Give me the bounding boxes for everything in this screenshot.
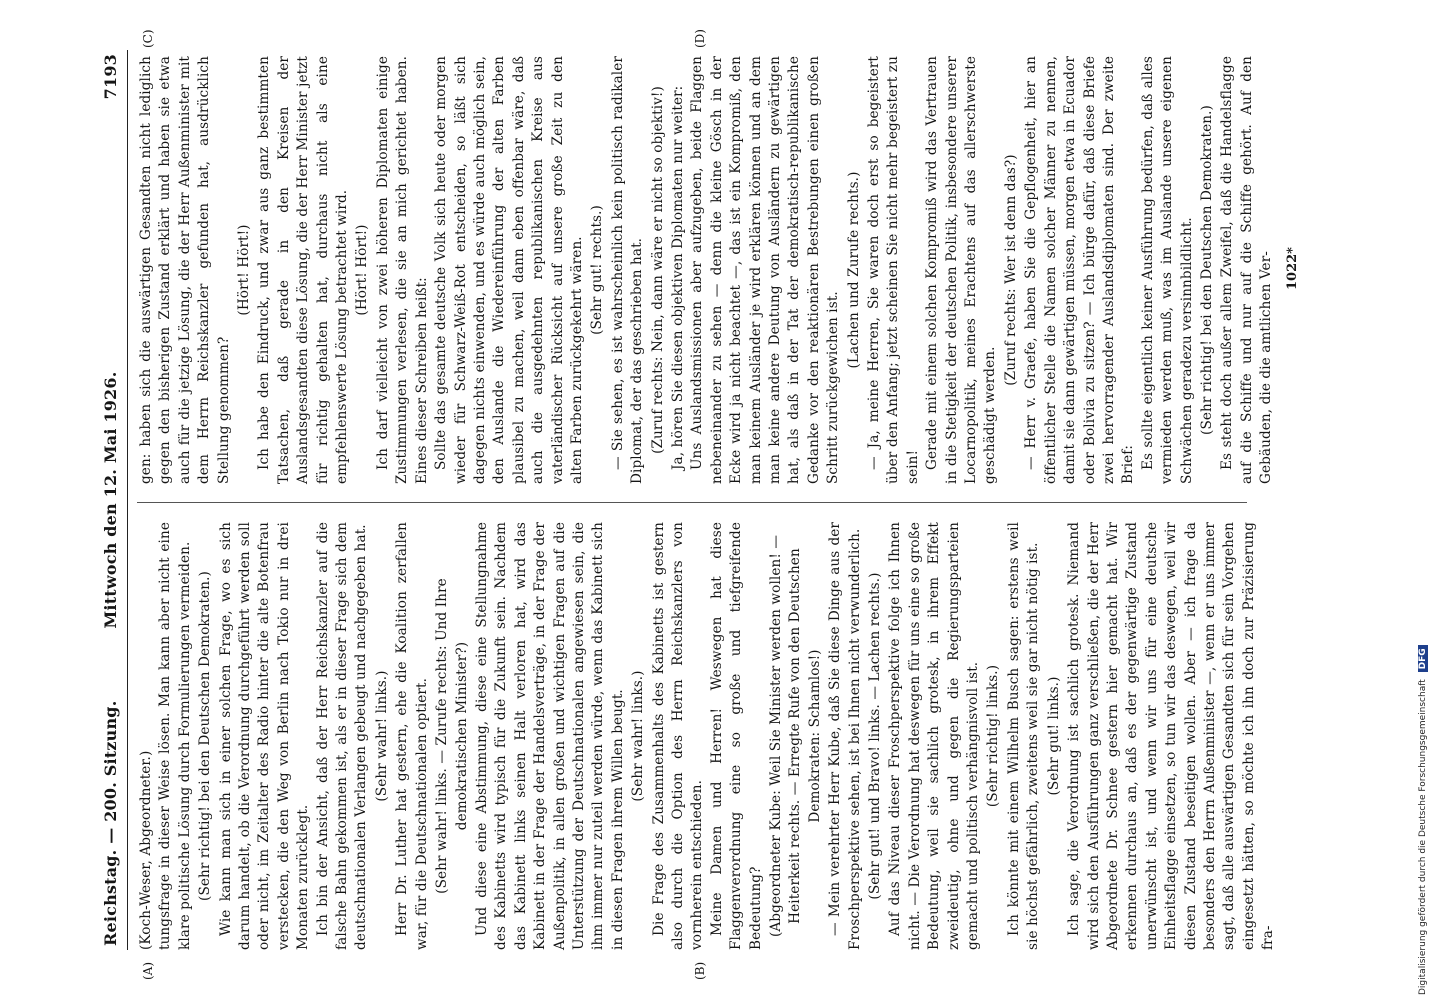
paragraph: Es sollte eigentlich keiner Ausführung bedürfen, daß alles vermieden werden muß, was im Auslande unsere eigenen Schwächen geradezu versinnbildlicht. bbox=[1139, 56, 1195, 484]
paragraph: — Herr v. Graefe, haben Sie die Gepflogenheit, hier an öffentlicher Stelle die Namen solcher Männer zu nennen, damit sie dann gewärtigen müssen, morgen etwa in Ecuador oder Bolivia zu sitzen? — Ich bürge dafür, daß diese Briefe zwei hervorragender Auslandsdiplomaten sind. Der zweite Brief: bbox=[1023, 56, 1137, 484]
dfg-credit-text: Digitalisierung gefördert durch die Deutsche Forschungsgemeinschaft bbox=[1418, 679, 1428, 995]
interjection: (Abgeordneter Kube: Weil Sie Minister werden wollen! — Heiterkeit rechts. — Erregte Rufe von den Deutschen Demokraten: Schamlos!) bbox=[768, 534, 823, 938]
paragraph: Uns Auslandsmissionen aber aufzugeben, beide Flaggen nebeneinander zu sehen — denn die kleine Gösch in der Ecke wird ja nicht beachtet —, das ist ein Kompromiß, den man keinem Ausländer je wird erklären können und an dem man keine andere Deutung von Ausländern zu gewärtigen hat, als daß in der Tat der demokratisch-republikanische Gedanke vor den reaktionären Bestrebungen einen großen Schritt zurückgewichen ist. bbox=[689, 56, 842, 484]
page-header bbox=[93, 50, 129, 950]
interjection: (Sehr richtig! links.) bbox=[985, 664, 1002, 808]
interjection: (Lachen und Zurufe rechts.) bbox=[845, 171, 862, 369]
paragraph: Wie kann man sich in einer solchen Frage, wo es sich darum handelt, ob die Verordnung durchgeführt werden soll oder nicht, im Zeitalter des Radio hinter die alte Botenfrau verstecken, die den Weg von Berlin nach Tokio nur in drei Monaten zurücklegt. bbox=[217, 522, 312, 950]
dfg-logo: DFG bbox=[1418, 645, 1428, 672]
interjection: (Zuruf rechts: Wer ist denn das?) bbox=[1002, 154, 1019, 386]
page-number: 7193 bbox=[101, 54, 120, 100]
newspaper-page bbox=[93, 29, 1313, 980]
paragraph: Ich sage, die Verordnung ist sachlich grotesk. Niemand wird sich den Ausführungen ganz verschließen, die der Herr Abgeordnete Dr. Schnee gestern hier gemacht hat. Wir erkennen durchaus an, daß es der gegenwärtige Zustand unerwünscht ist, und wenn wir uns für eine deutsche Einheitsflagge einsetzen, so tun wir das deswegen, weil wir diesen Zustand beseitigen wollen. Aber — ich frage da besonders den Herrn Außenminister —, wenn er uns immer sagt, daß alle auswärtigen Gesandten sich für sein Vorgehen eingesetzt hätten, so möchte ich ihn doch zur Präzisierung fra- bbox=[1066, 522, 1277, 950]
paragraph: — Mein verehrter Herr Kube, daß Sie diese Dinge aus der Froschperspektive sehen, ist bei Ihnen nicht verwunderlich. bbox=[827, 522, 863, 950]
column-divider bbox=[137, 502, 1247, 503]
paragraph: Sollte das gesamte deutsche Volk sich heute oder morgen wieder für Schwarz-Weiß-Rot entscheiden, so läßt sich dagegen nichts einwenden, und es würde auch möglich sein, den Auslande die Wiedereinführung der alten Farben plausibel zu machen, weil dann eben offenbar wäre, daß auch die ausgedehnten republikanischen Kreise aus vaterländischer Rücksicht auf unsere große Zeit zu den alten Farben zurückgekehrt wären. bbox=[433, 56, 585, 484]
margin-marker-d: (D) bbox=[693, 29, 707, 48]
interjection: (Hört! Hört!) bbox=[236, 224, 253, 316]
header-center: Mittwoch den 12. Mai 1926. bbox=[101, 371, 120, 629]
paragraph: — Sie sehen, es ist wahrscheinlich kein politisch radikaler Diplomat, der das geschrieben hat. bbox=[609, 56, 646, 484]
interjection: (Sehr richtig! bei den Deutschen Demokraten.) bbox=[197, 571, 214, 901]
paragraph: Ich bin der Ansicht, daß der Herr Reichskanzler auf die falsche Bahn gekommen ist, als er in dieser Frage sich dem deutschnationalen Verlangen gebeugt und nachgegeben hat. bbox=[314, 522, 370, 950]
paragraph: tungsfrage in dieser Weise lösen. Man kann aber nicht eine klare politische Lösung durch Formulierungen vermeiden. bbox=[157, 522, 193, 950]
dfg-credit bbox=[1418, 645, 1428, 995]
paragraph: Auf das Niveau dieser Froschperspektive folge ich Ihnen nicht. — Die Verordnung hat deswegen für uns eine so große Bedeutung, weil sie sachlich grotesk, in ihrem Effekt zweideutig, ohne und gegen die Regierungsparteien gemacht und politisch verhängnisvoll ist. bbox=[887, 522, 982, 950]
paragraph: Die Frage des Zusammenhalts des Kabinetts ist gestern also durch die Option des Herrn Reichskanzlers von vornherein entschieden. bbox=[650, 522, 706, 950]
paragraph: Herr Dr. Luther hat gestern, ehe die Koalition zerfallen war, für die Deutschnationalen optiert. bbox=[394, 522, 430, 950]
interjection: (Sehr gut! rechts.) bbox=[589, 205, 606, 335]
margin-marker-c: (C) bbox=[141, 29, 155, 48]
paragraph: Es steht doch außer allem Zweifel, daß die Handelsflagge auf die Schiffe und nur auf die Schiffe gehört. Auf den Gebäuden, die die amtlichen Ver- bbox=[1219, 56, 1275, 484]
paragraph: Ich habe den Eindruck, und zwar aus ganz bestimmten Tatsachen, daß gerade in den Kreisen der Auslandsgesandten diese Lösung, die der Herr Minister jetzt für richtig gehalten hat, durchaus nicht als eine empfehlenswerte Lösung betrachtet wird. bbox=[256, 56, 351, 484]
paragraph: — Ja, meine Herren, Sie waren doch erst so begeistert über den Anfang; jetzt scheinen Sie nicht mehr begeistert zu sein! bbox=[866, 56, 921, 484]
paragraph: Meine Damen und Herren! Weswegen hat diese Flaggenverordnung eine so große und tiefgreifende Bedeutung? bbox=[708, 522, 764, 950]
paragraph: Ja, hören Sie diesen objektiven Diplomaten nur weiter: bbox=[669, 85, 686, 470]
interjection: (Hört! Hört!) bbox=[354, 224, 371, 316]
right-column bbox=[137, 56, 1277, 484]
header-left: Reichstag. — 200. Sitzung. bbox=[101, 700, 120, 946]
interjection: (Sehr richtig! bei den Deutschen Demokraten.) bbox=[1198, 105, 1215, 435]
interjection: (Sehr gut! links.) bbox=[1045, 676, 1062, 796]
paragraph: Und diese eine Abstimmung, diese eine Stellungnahme des Kabinetts wird typisch für die Zukunft sein. Nachdem das Kabinett links seinen Halt verloren hat, wird das Kabinett in der Frage der Handelsverträge, in der Frage der Außenpolitik, in allen großen und wichtigen Fragen auf die Unterstützung der Deutschnationalen angewiesen sein, die ihm immer nur zuteil werden würde, wenn das Kabinett sich in diesen Fragen ihrem Willen beugt. bbox=[473, 522, 626, 950]
interjection: (Sehr wahr! links.) bbox=[630, 670, 647, 802]
left-column bbox=[137, 522, 1279, 950]
paragraph: gen: haben sich die auswärtigen Gesandten nicht lediglich gegen den bisherigen Zustand erklärt und haben sie etwa auch für die jetzige Lösung, die der Herr Außenminister mit dem Herrn Reichskanzler gefunden hat, ausdrücklich Stellung genommen? bbox=[138, 56, 232, 484]
paragraph: Ich könnte mit einem Wilhelm Busch sagen: erstens weil sie höchst gefährlich, zweitens weil sie gar nicht nötig ist. bbox=[1005, 522, 1042, 950]
interjection: (Sehr wahr! links.) bbox=[373, 670, 390, 802]
signature-mark: 1022* bbox=[1285, 247, 1300, 290]
interjection: (Sehr wahr! links. — Zurufe rechts: Und Ihre demokratischen Minister?) bbox=[434, 578, 470, 894]
interjection: (Zuruf rechts: Nein, dann wäre er nicht so objektiv!) bbox=[649, 86, 666, 454]
paragraph: Ich darf vielleicht von zwei höheren Diplomaten einige Zustimmungen verlesen, die sie an mich gerichtet haben. Eines dieser Schreiben heißt: bbox=[374, 56, 430, 484]
header-rule bbox=[127, 50, 128, 950]
margin-marker-b: (B) bbox=[693, 961, 707, 980]
paragraph: (Koch-Weser, Abgeordneter.) bbox=[138, 750, 154, 950]
paragraph: Gerade mit einem solchen Kompromiß wird das Vertrauen in die Stetigkeit der deutschen Politik, insbesondere unserer Locarnopolitik, meines Erachtens auf das allerschwerste geschädigt werden. bbox=[924, 56, 999, 484]
margin-marker-a: (A) bbox=[141, 961, 155, 980]
interjection: (Sehr gut! und Bravo! links. — Lachen rechts.) bbox=[867, 572, 884, 900]
